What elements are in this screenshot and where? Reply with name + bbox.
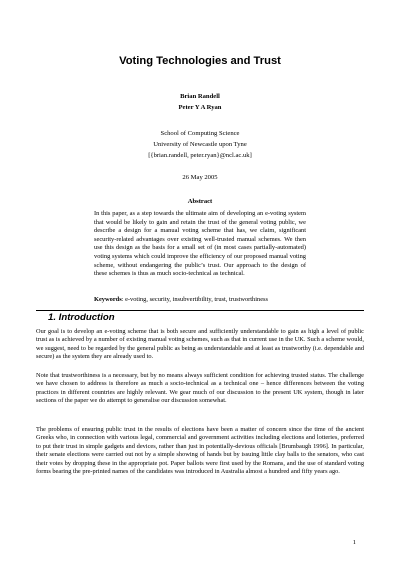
keywords-line [94,296,306,305]
author-name: Peter Y A Ryan [178,104,222,111]
paper-date: 26 May 2005 [182,174,218,181]
abstract-text: In this paper, as a step towards the ultimate aim of developing an e-voting system that would be likely to gain and retain the trust of the general voting public, we describe a design for a manual voting scheme that has, we claim, significant security-related advantages over existing well-trusted manual schemes. We then use this design as the basis for a small set of (in most cases partially-automated) voting systems which could improve the efficiency of our proposed manual voting scheme, without endangering the public’s trust. Our approach to the design of these schemes is thus as much socio-technical as technical. [94,210,306,278]
body-paragraph: Note that trustworthiness is a necessary, but by no means always sufficient condition for achieving trusted status. The challenge we have chosen to address is therefore as much a socio-technical as a technical one – hence differences between the voting practices in different countries are highly relevant. We gear much of our discussion to the present UK system, though in later sections of the paper we do attempt to generalise our discussion somewhat. [36,372,364,405]
author-emails: [{brian.randell, peter.ryan}@ncl.ac.uk] [148,152,252,159]
paper-title: Voting Technologies and Trust [119,55,281,67]
keywords-label: Keywords [94,296,122,303]
affiliation-line: University of Newcastle upon Tyne [153,141,247,148]
author-name: Brian Randell [180,93,220,100]
affiliation-line: School of Computing Science [160,130,240,137]
body-paragraph: Our goal is to develop an e-voting scheme that is both secure and sufficiently understandable to gain as high a level of public trust as is achieved by a number of existing manual voting schemes, such as that in current use in the UK. Such a scheme would, we suggest, need to be regarded by the general public as being as understandable and at least as trustworthy (i.e. dependable and secure) as the system they are already used to. [36,328,364,361]
page-number: 1 [352,539,356,546]
body-paragraph: The problems of ensuring public trust in the results of elections have been a matter of concern since the time of the ancient Greeks who, in connection with various legal, commercial and government activities including elections and lotteries, preferred to put their trust in simple gadgets and devices, rather than just in potentially-devious officials [Brumbaugh 1996]. In particular, their senate elections were carried out not by a simple showing of hands but by issuing little clay balls to the senators, who cast their votes by dropping these in the appropriate pot. Paper ballots were first used by the Romans, and the use of standard voting forms bearing the pre-printed names of the candidates was introduced in Australia almost a hundred and fifty years ago. [36,426,364,476]
keywords-list: : e-voting, security, insubvertibility, trust, trustworthiness [121,296,269,303]
section-heading: 1. Introduction [48,312,115,323]
abstract-heading: Abstract [187,198,213,205]
